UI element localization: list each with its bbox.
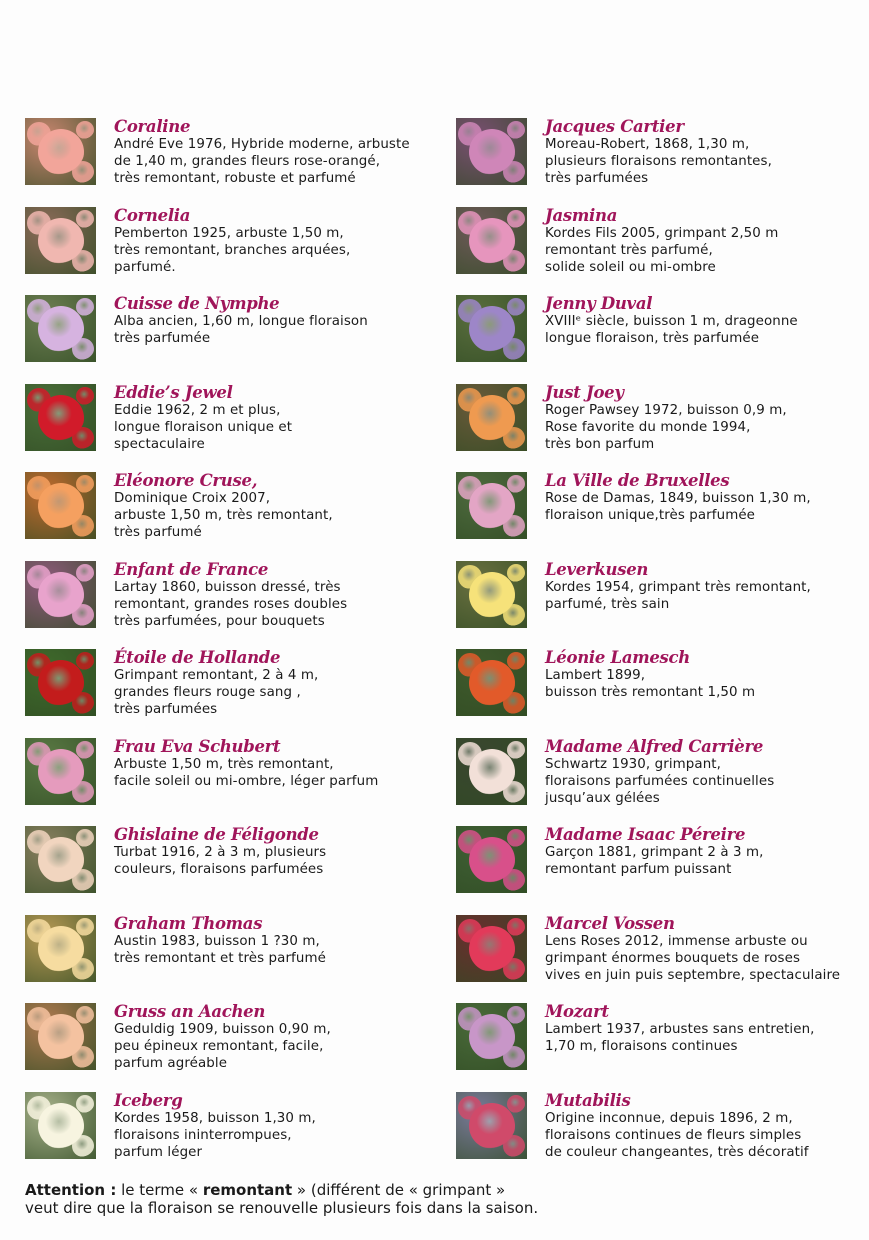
rose-photo xyxy=(25,738,96,805)
rose-entry xyxy=(25,648,435,718)
rose-description: Alba ancien, 1,60 m, longue floraison très parfumée xyxy=(114,314,368,346)
rose-bloom xyxy=(503,869,525,891)
rose-bloom xyxy=(507,210,525,228)
rose-entry xyxy=(25,206,435,276)
rose-text xyxy=(545,206,861,276)
rose-bloom xyxy=(503,604,525,626)
rose-bloom xyxy=(27,211,51,235)
rose-name: Cuisse de Nymphe xyxy=(114,294,280,313)
rose-description: Origine inconnue, depuis 1896, 2 m, floraisons continues de fleurs simples de couleur changeantes, très décoratif xyxy=(545,1111,809,1160)
rose-bloom xyxy=(76,1095,94,1113)
rose-description: Kordes 1954, grimpant très remontant, parfumé, très sain xyxy=(545,580,811,612)
rose-description: André Eve 1976, Hybride moderne, arbuste de 1,40 m, grandes fleurs rose-orangé, très remontant, robuste et parfumé xyxy=(114,137,410,186)
rose-bloom xyxy=(27,122,51,146)
rose-bloom xyxy=(507,121,525,139)
rose-bloom xyxy=(507,298,525,316)
rose-photo xyxy=(456,118,527,185)
rose-text xyxy=(545,737,861,807)
rose-description: Schwartz 1930, grimpant, floraisons parfumées continuelles jusqu’aux gélées xyxy=(545,757,775,806)
rose-description: Kordes Fils 2005, grimpant 2,50 m remontant très parfumé, solide soleil ou mi-ombre xyxy=(545,226,779,275)
rose-name: Mutabilis xyxy=(545,1091,631,1110)
rose-bloom xyxy=(72,338,94,360)
rose-bloom xyxy=(503,515,525,537)
rose-entry xyxy=(25,1091,435,1161)
rose-name: Étoile de Hollande xyxy=(114,648,281,667)
rose-text xyxy=(114,471,435,541)
rose-photo xyxy=(25,207,96,274)
note-text-1: le terme « xyxy=(116,1181,203,1199)
rose-bloom xyxy=(27,476,51,500)
rose-bloom xyxy=(503,692,525,714)
rose-entry xyxy=(456,1002,861,1072)
rose-photo xyxy=(456,1092,527,1159)
rose-bloom xyxy=(507,564,525,582)
rose-name: Jacques Cartier xyxy=(545,117,684,136)
rose-name: Madame Alfred Carrière xyxy=(545,737,764,756)
rose-name: Frau Eva Schubert xyxy=(114,737,281,756)
rose-text xyxy=(545,825,861,878)
rose-bloom xyxy=(503,1046,525,1068)
attention-note xyxy=(25,1181,538,1217)
rose-bloom xyxy=(503,250,525,272)
rose-entry xyxy=(25,1002,435,1072)
rose-entry xyxy=(456,737,861,807)
rose-photo xyxy=(25,826,96,893)
rose-entry xyxy=(25,825,435,895)
rose-text xyxy=(545,383,861,453)
rose-entry xyxy=(25,117,435,187)
rose-entry xyxy=(25,914,435,984)
rose-name: Coraline xyxy=(114,117,191,136)
rose-description: Garçon 1881, grimpant 2 à 3 m, remontant parfum puissant xyxy=(545,845,764,877)
rose-text xyxy=(114,117,435,187)
rose-description: Lartay 1860, buisson dressé, très remontant, grandes roses doubles très parfumées, pour bouquets xyxy=(114,580,348,629)
rose-bloom xyxy=(76,652,94,670)
rose-entry xyxy=(456,560,861,630)
rose-description: Geduldig 1909, buisson 0,90 m, peu épineux remontant, facile, parfum agréable xyxy=(114,1022,331,1071)
rose-bloom xyxy=(72,781,94,803)
rose-bloom xyxy=(503,427,525,449)
rose-description: Austin 1983, buisson 1 ?30 m, très remontant et très parfumé xyxy=(114,934,326,966)
rose-description: Roger Pawsey 1972, buisson 0,9 m, Rose favorite du monde 1994, très bon parfum xyxy=(545,403,787,452)
rose-description: Dominique Croix 2007, arbuste 1,50 m, très remontant, très parfumé xyxy=(114,491,333,540)
rose-entry xyxy=(456,1091,861,1161)
rose-text xyxy=(545,471,861,524)
rose-description: Moreau-Robert, 1868, 1,30 m, plusieurs floraisons remontantes, très parfumées xyxy=(545,137,772,186)
rose-name: Enfant de France xyxy=(114,560,269,579)
rose-description: Arbuste 1,50 m, très remontant, facile soleil ou mi-ombre, léger parfum xyxy=(114,757,379,789)
rose-entry xyxy=(456,383,861,453)
rose-name: Ghislaine de Féligonde xyxy=(114,825,319,844)
rose-bloom xyxy=(76,298,94,316)
rose-bloom xyxy=(76,918,94,936)
rose-text xyxy=(114,914,435,967)
rose-entry xyxy=(25,560,435,630)
rose-bloom xyxy=(27,653,51,677)
rose-bloom xyxy=(503,161,525,183)
rose-name: Eddie’s Jewel xyxy=(114,383,233,402)
rose-description: Rose de Damas, 1849, buisson 1,30 m, floraison unique,très parfumée xyxy=(545,491,811,523)
rose-bloom xyxy=(72,250,94,272)
rose-description: Kordes 1958, buisson 1,30 m, floraisons ininterrompues, parfum léger xyxy=(114,1111,316,1160)
rose-text xyxy=(545,117,861,187)
rose-photo xyxy=(456,384,527,451)
rose-text xyxy=(114,1091,435,1161)
rose-bloom xyxy=(507,475,525,493)
rose-bloom xyxy=(458,476,482,500)
rose-bloom xyxy=(503,1135,525,1157)
rose-entry xyxy=(456,206,861,276)
rose-bloom xyxy=(72,869,94,891)
rose-name: Madame Isaac Péreire xyxy=(545,825,746,844)
rose-name: Eléonore Cruse, xyxy=(114,471,258,490)
rose-photo xyxy=(456,738,527,805)
rose-bloom xyxy=(458,919,482,943)
rose-description: Lens Roses 2012, immense arbuste ou grimpant énormes bouquets de roses vives en juin puis septembre, spectaculaire xyxy=(545,934,841,983)
rose-bloom xyxy=(72,604,94,626)
rose-bloom xyxy=(458,211,482,235)
rose-bloom xyxy=(507,741,525,759)
rose-bloom xyxy=(76,210,94,228)
rose-entry xyxy=(456,648,861,718)
rose-photo xyxy=(25,472,96,539)
rose-name: Leverkusen xyxy=(545,560,649,579)
rose-bloom xyxy=(76,475,94,493)
rose-name: Léonie Lamesch xyxy=(545,648,690,667)
rose-name: Just Joey xyxy=(545,383,624,402)
rose-bloom xyxy=(76,1006,94,1024)
rose-text xyxy=(114,206,435,276)
rose-photo xyxy=(25,649,96,716)
rose-photo xyxy=(25,118,96,185)
rose-name: Iceberg xyxy=(114,1091,183,1110)
rose-bloom xyxy=(458,122,482,146)
rose-photo xyxy=(456,207,527,274)
rose-name: Gruss an Aachen xyxy=(114,1002,266,1021)
rose-bloom xyxy=(507,387,525,405)
rose-bloom xyxy=(507,918,525,936)
rose-bloom xyxy=(72,427,94,449)
rose-photo xyxy=(25,384,96,451)
rose-bloom xyxy=(72,1135,94,1157)
rose-bloom xyxy=(76,829,94,847)
rose-name: La Ville de Bruxelles xyxy=(545,471,730,490)
rose-photo xyxy=(25,1003,96,1070)
rose-text xyxy=(545,1002,861,1055)
rose-name: Marcel Vossen xyxy=(545,914,675,933)
rose-bloom xyxy=(76,564,94,582)
note-text-3: veut dire que la floraison se renouvelle plusieurs fois dans la saison. xyxy=(25,1199,539,1217)
rose-text xyxy=(114,648,435,718)
rose-entry xyxy=(456,825,861,895)
rose-photo xyxy=(456,472,527,539)
rose-bloom xyxy=(507,829,525,847)
rose-name: Graham Thomas xyxy=(114,914,263,933)
rose-entry xyxy=(25,294,435,364)
rose-photo xyxy=(456,1003,527,1070)
note-text-2: » (différent de « grimpant » xyxy=(292,1181,506,1199)
rose-bloom xyxy=(458,1007,482,1031)
rose-photo xyxy=(456,295,527,362)
rose-bloom xyxy=(72,1046,94,1068)
rose-bloom xyxy=(458,653,482,677)
rose-text xyxy=(545,1091,861,1161)
rose-bloom xyxy=(507,1006,525,1024)
rose-text xyxy=(545,294,861,347)
rose-bloom xyxy=(458,1096,482,1120)
rose-bloom xyxy=(72,515,94,537)
rose-text xyxy=(114,560,435,630)
rose-bloom xyxy=(27,830,51,854)
rose-bloom xyxy=(27,388,51,412)
rose-bloom xyxy=(27,1007,51,1031)
rose-bloom xyxy=(76,741,94,759)
rose-text xyxy=(114,825,435,878)
rose-name: Cornelia xyxy=(114,206,191,225)
rose-entry xyxy=(456,471,861,541)
rose-bloom xyxy=(72,161,94,183)
rose-text xyxy=(545,648,861,701)
note-bold-word: remontant xyxy=(202,1181,293,1199)
rose-entry xyxy=(25,471,435,541)
rose-bloom xyxy=(27,565,51,589)
rose-description: Turbat 1916, 2 à 3 m, plusieurs couleurs, floraisons parfumées xyxy=(114,845,327,877)
rose-photo xyxy=(25,1092,96,1159)
rose-photo xyxy=(456,915,527,982)
rose-entry xyxy=(25,383,435,453)
rose-text xyxy=(114,383,435,453)
rose-bloom xyxy=(507,652,525,670)
rose-photo xyxy=(456,649,527,716)
rose-bloom xyxy=(503,958,525,980)
rose-name: Jasmina xyxy=(545,206,618,225)
rose-bloom xyxy=(27,742,51,766)
rose-text xyxy=(114,737,435,790)
rose-photo xyxy=(25,295,96,362)
rose-bloom xyxy=(503,338,525,360)
rose-entry xyxy=(456,117,861,187)
rose-bloom xyxy=(27,299,51,323)
rose-description: Eddie 1962, 2 m et plus, longue floraison unique et spectaculaire xyxy=(114,403,293,452)
rose-name: Mozart xyxy=(545,1002,609,1021)
rose-name: Jenny Duval xyxy=(545,294,653,313)
rose-bloom xyxy=(76,121,94,139)
rose-photo xyxy=(25,561,96,628)
rose-bloom xyxy=(458,388,482,412)
rose-description: Pemberton 1925, arbuste 1,50 m, très remontant, branches arquées, parfumé. xyxy=(114,226,351,275)
rose-text xyxy=(545,914,861,984)
rose-bloom xyxy=(27,919,51,943)
rose-bloom xyxy=(76,387,94,405)
rose-bloom xyxy=(458,742,482,766)
rose-bloom xyxy=(503,781,525,803)
rose-bloom xyxy=(507,1095,525,1113)
rose-text xyxy=(114,294,435,347)
rose-photo xyxy=(456,826,527,893)
rose-text xyxy=(114,1002,435,1072)
rose-bloom xyxy=(72,958,94,980)
rose-bloom xyxy=(458,565,482,589)
rose-description: XVIIIᵉ siècle, buisson 1 m, drageonne longue floraison, très parfumée xyxy=(545,314,798,346)
rose-description: Lambert 1937, arbustes sans entretien, 1,70 m, floraisons continues xyxy=(545,1022,815,1054)
rose-description: Grimpant remontant, 2 à 4 m, grandes fleurs rouge sang , très parfumées xyxy=(114,668,319,717)
rose-bloom xyxy=(458,299,482,323)
rose-description: Lambert 1899, buisson très remontant 1,50 m xyxy=(545,668,756,700)
rose-photo xyxy=(25,915,96,982)
rose-entry xyxy=(456,914,861,984)
rose-text xyxy=(545,560,861,613)
rose-photo xyxy=(456,561,527,628)
rose-bloom xyxy=(27,1096,51,1120)
rose-bloom xyxy=(458,830,482,854)
note-label: Attention : xyxy=(25,1181,117,1199)
rose-entry xyxy=(456,294,861,364)
rose-bloom xyxy=(72,692,94,714)
rose-entry xyxy=(25,737,435,807)
